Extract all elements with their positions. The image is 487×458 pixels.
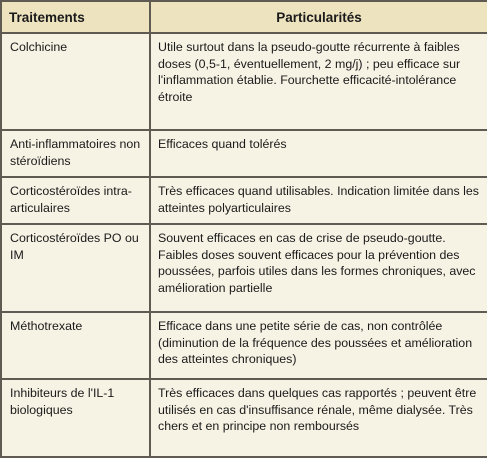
treatment-cell: Corticostéroïdes intra-articulaires — [1, 177, 150, 224]
table-row — [1, 33, 487, 130]
details-cell: Souvent efficaces en cas de crise de pseudo-goutte. Faibles doses souvent efficaces pour la prévention des poussées, parfois utiles dans les formes chroniques, avec amélioration partielle — [150, 224, 487, 312]
treatment-cell: Corticostéroïdes PO ou IM — [1, 224, 150, 312]
table-row — [1, 224, 487, 312]
table-row — [1, 177, 487, 224]
details-cell: Utile surtout dans la pseudo-goutte récurrente à faibles doses (0,5-1, éventuellement, 2 mg/j) ; peu efficace sur l'inflammation établie. Fourchette efficacité-intolérance étroite — [150, 33, 487, 130]
details-cell: Efficace dans une petite série de cas, non contrôlée (diminution de la fréquence des poussées et amélioration des atteintes chroniques) — [150, 312, 487, 379]
table-row — [1, 130, 487, 177]
treatment-cell: Méthotrexate — [1, 312, 150, 379]
treatment-cell: Colchicine — [1, 33, 150, 130]
table-row — [1, 312, 487, 379]
treatment-cell: Inhibiteurs de l'IL-1 biologiques — [1, 379, 150, 457]
table-header-row — [1, 1, 487, 33]
header-particularites: Particularités — [150, 1, 487, 33]
treatment-cell: Anti-inflammatoires non stéroïdiens — [1, 130, 150, 177]
details-cell: Très efficaces quand utilisables. Indication limitée dans les atteintes polyarticulaires — [150, 177, 487, 224]
table-row — [1, 379, 487, 457]
header-traitements: Traitements — [1, 1, 150, 33]
details-cell: Très efficaces dans quelques cas rapportés ; peuvent être utilisés en cas d'insuffisance rénale, même dialysée. Très chers et en principe non remboursés — [150, 379, 487, 457]
details-cell: Efficaces quand tolérés — [150, 130, 487, 177]
